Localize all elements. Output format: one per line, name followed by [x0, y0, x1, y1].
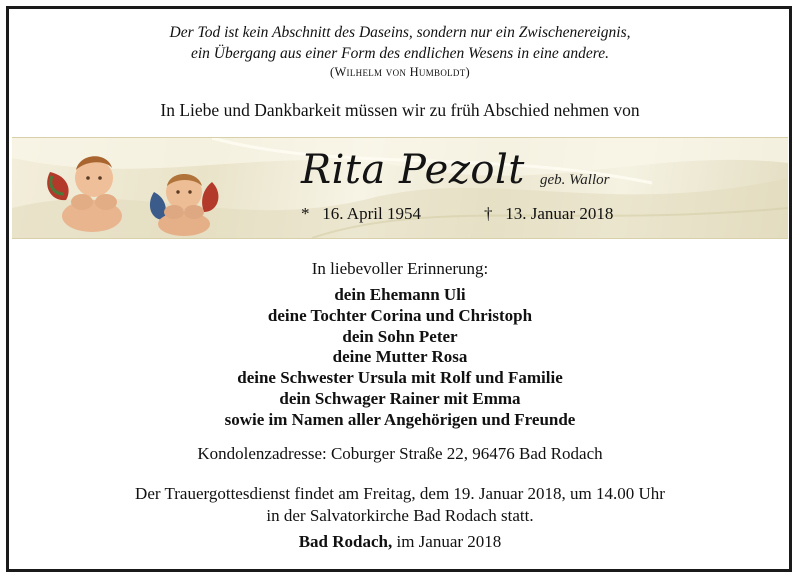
quote-author: (Wilhelm von Humboldt) — [330, 65, 470, 79]
quote-line-2: ein Übergang aus einer Form des endlichen Wesens in eine andere. — [191, 45, 609, 62]
birth-date-text: 16. April 1954 — [322, 204, 421, 223]
birth-symbol: * — [301, 204, 310, 223]
service-line-2: in der Salvatorkirche Bad Rodach statt. — [266, 506, 534, 525]
birth-date — [301, 204, 421, 224]
deceased-name: Rita Pezolt — [301, 147, 525, 193]
condolence-address: Kondolenzadresse: Coburger Straße 22, 96476 Bad Rodach — [197, 444, 603, 463]
mourner-item: deine Schwester Ursula mit Rolf und Familie — [237, 368, 563, 388]
mourner-item: deine Tochter Corina und Christoph — [267, 305, 533, 325]
service-info — [0, 483, 800, 527]
cherub-angels-image — [42, 142, 222, 236]
mourner-item: dein Schwager Rainer mit Emma — [279, 388, 521, 408]
maiden-name: geb. Wallor — [540, 172, 610, 188]
mourners-list — [0, 285, 800, 431]
quote — [0, 22, 800, 64]
cross-symbol: † — [484, 204, 493, 223]
intro-text: In Liebe und Dankbarkeit müssen wir zu früh Abschied nehmen von — [160, 100, 640, 120]
death-date-text: 13. Januar 2018 — [505, 204, 614, 223]
death-date — [484, 204, 613, 224]
mourner-item: dein Ehemann Uli — [334, 285, 466, 304]
closing-line — [0, 532, 800, 552]
quote-line-1: Der Tod ist kein Abschnitt des Daseins, sondern nur ein Zwischenereignis, — [169, 24, 631, 41]
closing-date: im Januar 2018 — [396, 532, 502, 551]
mourner-item: dein Sohn Peter — [342, 326, 458, 346]
memory-heading: In liebevoller Erinnerung: — [311, 259, 489, 278]
mourner-item: sowie im Namen aller Angehörigen und Freunde — [224, 409, 576, 429]
closing-place: Bad Rodach, — [298, 532, 393, 551]
service-line-1: Der Trauergottesdienst findet am Freitag, dem 19. Januar 2018, um 14.00 Uhr — [135, 484, 665, 503]
mourner-item: deine Mutter Rosa — [332, 347, 468, 367]
